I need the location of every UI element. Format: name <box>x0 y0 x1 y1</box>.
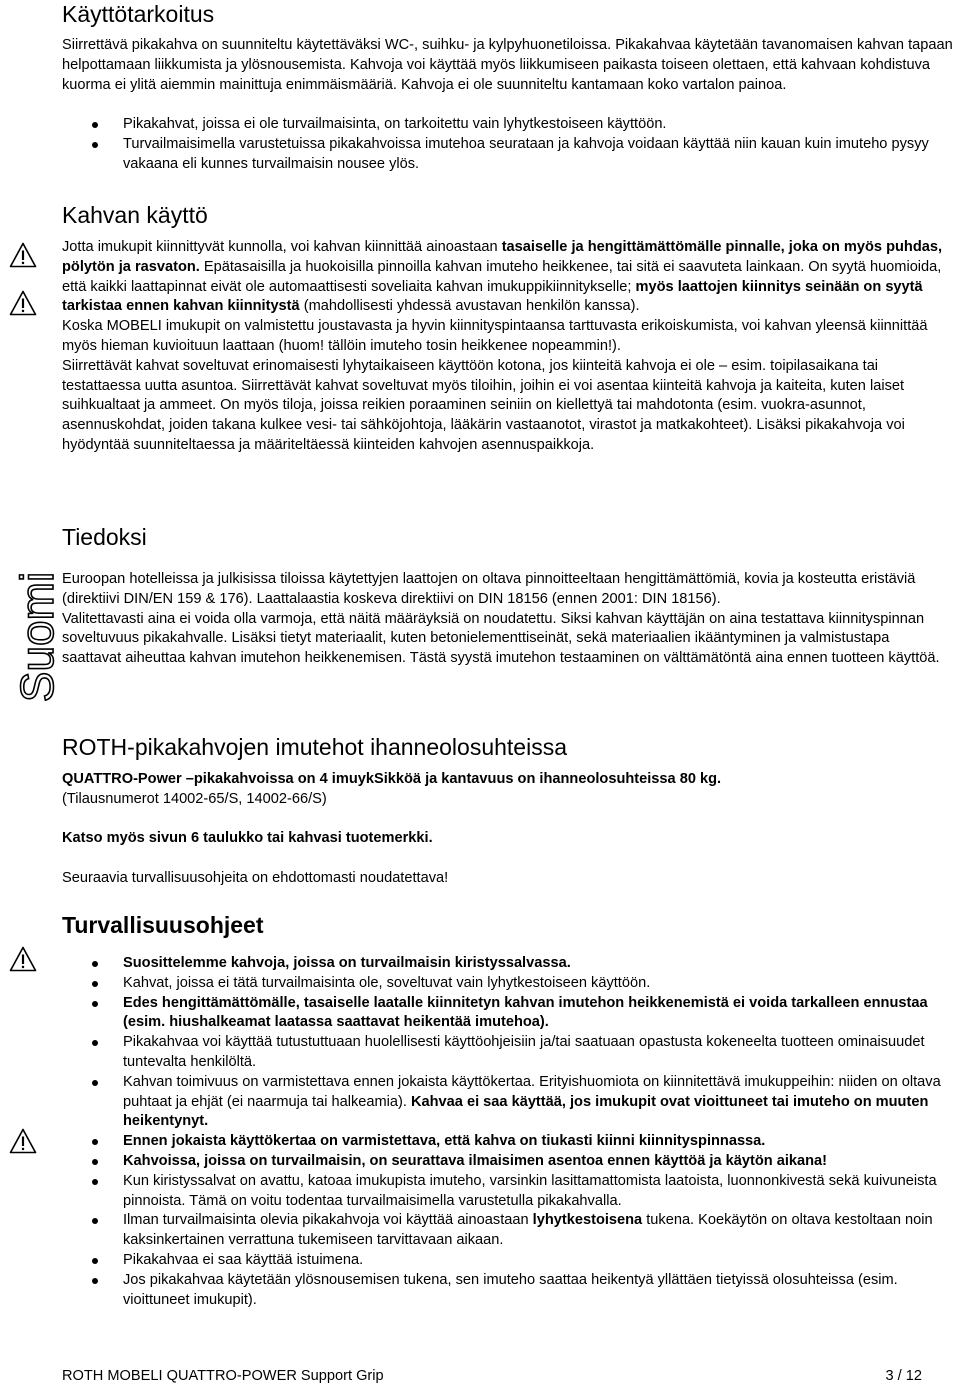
page-number: 3 / 12 <box>885 1368 922 1384</box>
order-numbers-line: (Tilausnumerot 14002-65/S, 14002-66/S) <box>62 791 327 807</box>
usage-text-block <box>62 238 957 456</box>
warning-icon <box>9 290 37 316</box>
follow-instructions-line: Seuraavia turvallisuusohjeita on ehdottomasti noudatettava! <box>62 870 449 886</box>
page-footer <box>62 1367 922 1387</box>
standards-paragraph: Euroopan hotelleissa ja julkisissa tiloissa käytettyjen laattojen on oltava pinnoitteeltaan hengittämättömiä, kovia ja kosteutta eristäviä (direktiivi DIN/EN 159 & 176). Laattalaastia koskeva direktiivi on DIN 18156 (ennen 2001: DIN 18156). <box>62 571 916 607</box>
section-title-turvallisuusohjeet: Turvallisuusohjeet <box>62 912 264 938</box>
list-item: Suosittelemme kahvoja, joissa on turvailmaisin kiristyssalvassa. <box>123 954 958 974</box>
list-item: Ilman turvailmaisinta olevia pikakahvoja voi käyttää ainoastaan lyhytkestoisena tukena. Koekäytön on oltava kestoltaan noin kaksinkertainen verrattuna tukemiseen tarvittavaan aikaan. <box>123 1211 958 1251</box>
list-item: Pikakahvaa voi käyttää tutustuttuaan huolellisesti käyttöohjeisiin ja/tai saatuaan opastusta kokeneelta tuotteen ominaisuudet tuntevalta henkilöltä. <box>123 1033 958 1073</box>
list-item: Jos pikakahvaa käytetään ylösnousemisen tukena, sen imuteho saattaa heikentyä yllättäen tietyissä olosuhteissa (esim. vioittuneet imukupit). <box>123 1271 958 1311</box>
section-title-imutehot: ROTH-pikakahvojen imutehot ihanneolosuhteissa <box>62 734 568 760</box>
suction-cup-paragraph: Koska MOBELI imukupit on valmistettu joustavasta ja hyvin kiinnityspintaansa tarttuvasta erikoiskumista, voi kahvan yleensä kiinnittää myös hieman kuvioituun laattaan (huom! tällöin imuteho tosin heikkenee nopeammin!). <box>62 318 928 354</box>
notice-text-block <box>62 570 942 669</box>
list-item: Kahvan toimivuus on varmistettava ennen jokaista käyttökertaa. Erityishuomiota on kiinnitettävä imukuppeihin: niiden on oltava puhtaat ja ehjät (ei naarmuja tai halkeamia). Kahvaa ei saa käyttää, jos imukupit ovat vioittuneet tai imuteho on muuten heikentynyt. <box>123 1073 958 1132</box>
testing-paragraph: Valitettavasti aina ei voida olla varmoja, että näitä määräyksiä on noudatettu. Siksi kahvan käyttäjän on aina testattava kiinnityspinnan soveltuvuus pikakahvalle. Lisäksi tietyt materiaalit, kuten betonielementtiseinät, sekä materiaalien ikääntyminen ja valmistustapa saattavat aiheuttaa kahvan imutehon heikkenemisen. Tästä syystä imutehon testaaminen on välttämätöntä aina ennen tuotteen käyttöä. <box>62 610 940 667</box>
see-also-line: Katso myös sivun 6 taulukko tai kahvasi tuotemerkki. <box>62 830 433 846</box>
list-item: Pikakahvaa ei saa käyttää istuimena. <box>123 1251 958 1271</box>
list-item: Kahvoissa, joissa on turvailmaisin, on seurattava ilmaisimen asentoa ennen käyttöä ja käytön aikana! <box>123 1152 958 1172</box>
list-item: Ennen jokaista käyttökertaa on varmistettava, että kahva on tiukasti kiinni kiinnityspinnassa. <box>123 1132 958 1152</box>
section-title-kahvan-kaytto: Kahvan käyttö <box>62 202 208 228</box>
language-label: Suomi <box>11 571 63 703</box>
section-title-tiedoksi: Tiedoksi <box>62 524 147 550</box>
safety-bullet-list <box>123 954 958 1310</box>
list-item: Turvailmaisimella varustetuissa pikakahvoissa imutehoa seurataan ja kahvoja voidaan käyttää niin kauan kuin imuteho pysyy vakaana eli kunnes turvailmaisin nousee ylös. <box>123 135 960 175</box>
surface-paragraph: Jotta imukupit kiinnittyvät kunnolla, voi kahvan kiinnittää ainoastaan tasaiselle ja hengittämättömälle pinnalle, joka on myös puhdas, pölytön ja rasvaton. Epätasaisilla ja huokoisilla pinnoilla kahvan imuteho heikkenee, tai sitä ei saavuteta lainkaan. On syytä huomioida, että kaikki laattapinnat eivät ole automaattisesti soveliaita kahvan imukuppikiinnitykselle; myös laattojen kiinnitys seinään on syytä tarkistaa ennen kahvan kiinnitystä (mahdollisesti yhdessä avustavan henkilön kanssa). <box>62 239 943 315</box>
footer-product-name: ROTH MOBELI QUATTRO-POWER Support Grip <box>62 1368 384 1384</box>
warning-icon <box>9 242 37 268</box>
list-item: Edes hengittämättömälle, tasaiselle laatalle kiinnitetyn kahvan imutehon heikkenemistä ei voida tarkalleen ennustaa (esim. hiushalkeamat laatassa saattavat heikentää imutehoa). <box>123 994 958 1034</box>
intro-paragraph: Siirrettävä pikakahva on suunniteltu käytettäväksi WC-, suihku- ja kylpyhuonetiloissa. Pikakahvaa käytetään tavanomaisen kahvan tapaan helpottamaan liikkumista ja ylösnousemista. Kahvoja voi käyttää myös liikkumiseen paikasta toiseen olettaen, että kahvaan kohdistuva kuorma ei ylitä aiemmin mainittuja enimmäismääriä. Kahvoja ei ole suunniteltu kantamaan koko vartalon painoa. <box>62 37 953 93</box>
suitability-paragraph: Siirrettävät kahvat soveltuvat erinomaisesti lyhytaikaiseen käyttöön kotona, jos kiinteitä kahvoja ei ole – esim. toipilasaikana tai testattaessa uutta asuntoa. Siirrettävät kahvat soveltuvat myös tiloihin, joihin ei voi asentaa kiinteitä kahvoja ja kaiteita, kuten laiset suihkualtaat ja ammeet. On myös tiloja, joissa reikien poraaminen seiniin on kiellettyä tai mahdotonta (esim. vuokra-asunnot, asennuskohdat, joiden takana kulkee vesi- tai sähköjohtoja, lääkärin vastaanotot, virastot ja matkakohteet). Lisäksi pikakahvoja voi hyödyntää suunniteltaessa ja määriteltäessä kiinteiden kahvojen asennuspaikkoja. <box>62 357 905 453</box>
list-item: Pikakahvat, joissa ei ole turvailmaisinta, on tarkoitettu vain lyhytkestoiseen käyttöön. <box>123 115 960 135</box>
list-item: Kun kiristyssalvat on avattu, katoaa imukupista imuteho, varsinkin lasittamattomista laatoista, luonnonkivestä sekä kuivuneista pinnoista. Tämä on voitu todentaa turvailmaisimella varustetulla pikakahvalla. <box>123 1172 958 1212</box>
section-title-kayttotarkoitus: Käyttötarkoitus <box>62 1 215 27</box>
capacity-line: QUATTRO-Power –pikakahvoissa on 4 imuykSikköä ja kantavuus on ihanneolosuhteissa 80 kg. <box>62 771 722 787</box>
usage-bullet-list <box>123 115 960 174</box>
warning-icon <box>9 946 37 972</box>
list-item: Kahvat, joissa ei tätä turvailmaisinta ole, soveltuvat vain lyhytkestoiseen käyttöön. <box>123 974 958 994</box>
warning-icon <box>9 1128 37 1154</box>
